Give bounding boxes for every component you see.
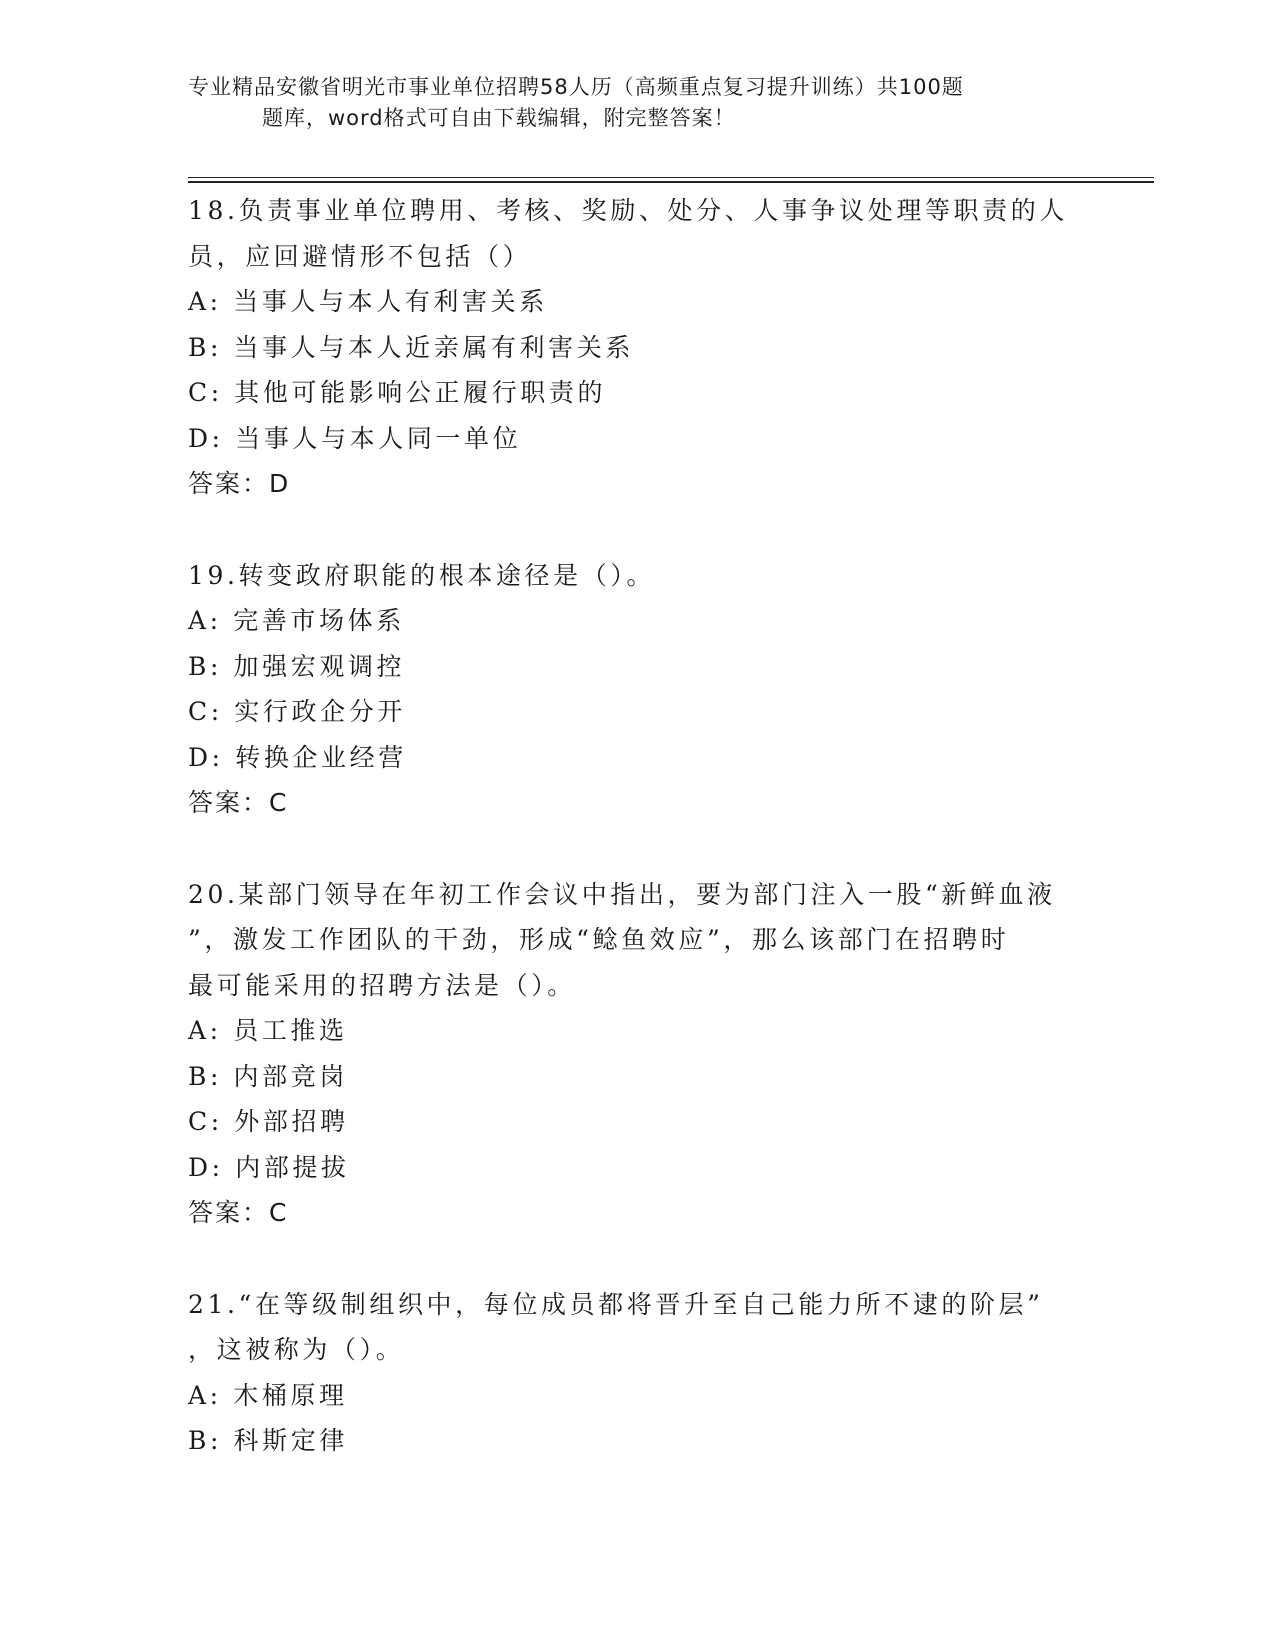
option-d: D: 转换企业经营 bbox=[188, 742, 407, 772]
question-stem-line: 18.负责事业单位聘用、考核、奖励、处分、人事争议处理等职责的人 bbox=[188, 196, 1068, 225]
option-a: A: 当事人与本人有利害关系 bbox=[188, 287, 548, 316]
answer-line: 答案：C bbox=[188, 1198, 289, 1227]
question-stem-line: 21.“在等级制组织中，每位成员都将晋升至自己能力所不逮的阶层” bbox=[188, 1289, 1044, 1319]
option-c: C: 外部招聘 bbox=[188, 1107, 349, 1136]
header-divider-thin bbox=[188, 177, 1154, 178]
answer-line: 答案：D bbox=[188, 469, 291, 498]
header-title-line-2: 题库，word格式可自由下载编辑，附完整答案！ bbox=[262, 106, 736, 130]
option-b: B: 内部竞岗 bbox=[188, 1061, 348, 1091]
document-header bbox=[0, 72, 1275, 134]
option-a: A: 员工推选 bbox=[188, 1016, 348, 1045]
header-divider-thick bbox=[188, 181, 1154, 183]
option-c: C: 其他可能影响公正履行职责的 bbox=[188, 378, 607, 407]
question-18 bbox=[188, 188, 1068, 507]
question-stem-line: ，这被称为（）。 bbox=[188, 1335, 405, 1364]
question-21 bbox=[188, 1282, 1068, 1464]
question-stem-line: ”，激发工作团队的干劲，形成“鲶鱼效应”，那么该部门在招聘时 bbox=[188, 925, 1010, 954]
option-b: B: 加强宏观调控 bbox=[188, 651, 406, 681]
question-stem-line: 20.某部门领导在年初工作会议中指出，要为部门注入一股“新鲜血液 bbox=[188, 879, 1056, 909]
option-b: B: 当事人与本人近亲属有利害关系 bbox=[188, 332, 634, 362]
question-stem-line: 19.转变政府职能的根本途径是（）。 bbox=[188, 560, 656, 590]
option-d: D: 内部提拔 bbox=[188, 1152, 350, 1182]
option-a: A: 木桶原理 bbox=[188, 1380, 348, 1410]
option-b: B: 科斯定律 bbox=[188, 1426, 348, 1455]
option-c: C: 实行政企分开 bbox=[188, 697, 406, 726]
question-stem-line: 最可能采用的招聘方法是（）。 bbox=[188, 970, 576, 1000]
question-stem-line: 员，应回避情形不包括（） bbox=[188, 241, 532, 271]
option-d: D: 当事人与本人同一单位 bbox=[188, 423, 522, 453]
header-title-line-1: 专业精品安徽省明光市事业单位招聘58人历（高频重点复习提升训练）共100题 bbox=[188, 75, 964, 99]
option-a: A: 完善市场体系 bbox=[188, 606, 405, 635]
question-20 bbox=[188, 872, 1068, 1236]
question-list bbox=[188, 188, 1068, 1510]
answer-line: 答案：C bbox=[188, 788, 289, 817]
question-19 bbox=[188, 553, 1068, 826]
